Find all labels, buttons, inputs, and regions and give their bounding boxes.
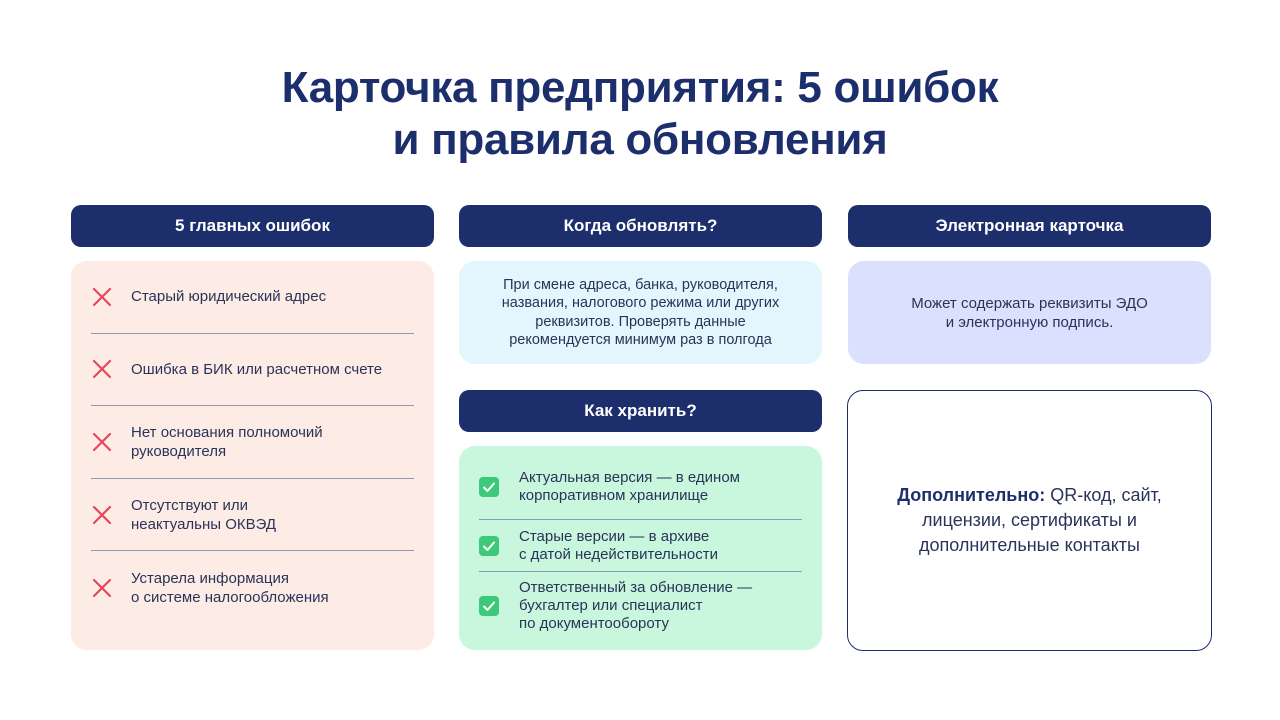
ecard-header: Электронная карточка bbox=[848, 205, 1211, 247]
store-text: Актуальная версия — в едином корпоративном хранилище bbox=[519, 468, 740, 504]
page-title bbox=[0, 62, 1280, 166]
cross-icon bbox=[91, 431, 131, 453]
extra-text: QR-код, сайт, лицензии, сертификаты и дополнительные контакты bbox=[919, 485, 1162, 555]
cross-icon bbox=[91, 504, 131, 526]
store-text: Старые версии — в архиве с датой недействительности bbox=[519, 527, 718, 563]
extra-card bbox=[847, 390, 1212, 651]
store-item bbox=[479, 454, 802, 520]
cross-icon bbox=[91, 577, 131, 599]
error-text: Отсутствуют или неактуальны ОКВЭД bbox=[131, 496, 277, 533]
check-icon bbox=[479, 477, 519, 497]
ecard-card: Может содержать реквизиты ЭДО и электронную подпись. bbox=[848, 261, 1211, 364]
error-text: Нет основания полномочий руководителя bbox=[131, 423, 323, 460]
store-text: Ответственный за обновление — бухгалтер или специалист по документообороту bbox=[519, 579, 753, 632]
check-icon bbox=[479, 536, 519, 556]
store-item bbox=[479, 572, 802, 640]
error-item bbox=[91, 261, 414, 334]
page-title-line-1: Карточка предприятия: 5 ошибок bbox=[281, 63, 999, 112]
cross-icon bbox=[91, 286, 131, 308]
errors-card bbox=[71, 261, 434, 650]
page-title-line-2: и правила обновления bbox=[392, 115, 888, 164]
extra-paragraph bbox=[878, 483, 1181, 558]
error-item bbox=[91, 406, 414, 479]
extra-label: Дополнительно: bbox=[897, 485, 1046, 505]
cross-icon bbox=[91, 358, 131, 380]
error-text: Старый юридический адрес bbox=[131, 288, 327, 306]
error-item bbox=[91, 551, 414, 624]
error-item bbox=[91, 334, 414, 407]
errors-header: 5 главных ошибок bbox=[71, 205, 434, 247]
when-header: Когда обновлять? bbox=[459, 205, 822, 247]
store-item bbox=[479, 520, 802, 572]
check-icon bbox=[479, 596, 519, 616]
error-text: Ошибка в БИК или расчетном счете bbox=[131, 360, 383, 378]
store-header: Как хранить? bbox=[459, 390, 822, 432]
when-card: При смене адреса, банка, руководителя, названия, налогового режима или других реквизитов. Проверять данные рекомендуется минимум раз в полгода bbox=[459, 261, 822, 364]
error-text: Устарела информация о системе налогообложения bbox=[131, 569, 329, 606]
error-item bbox=[91, 479, 414, 552]
store-card bbox=[459, 446, 822, 650]
